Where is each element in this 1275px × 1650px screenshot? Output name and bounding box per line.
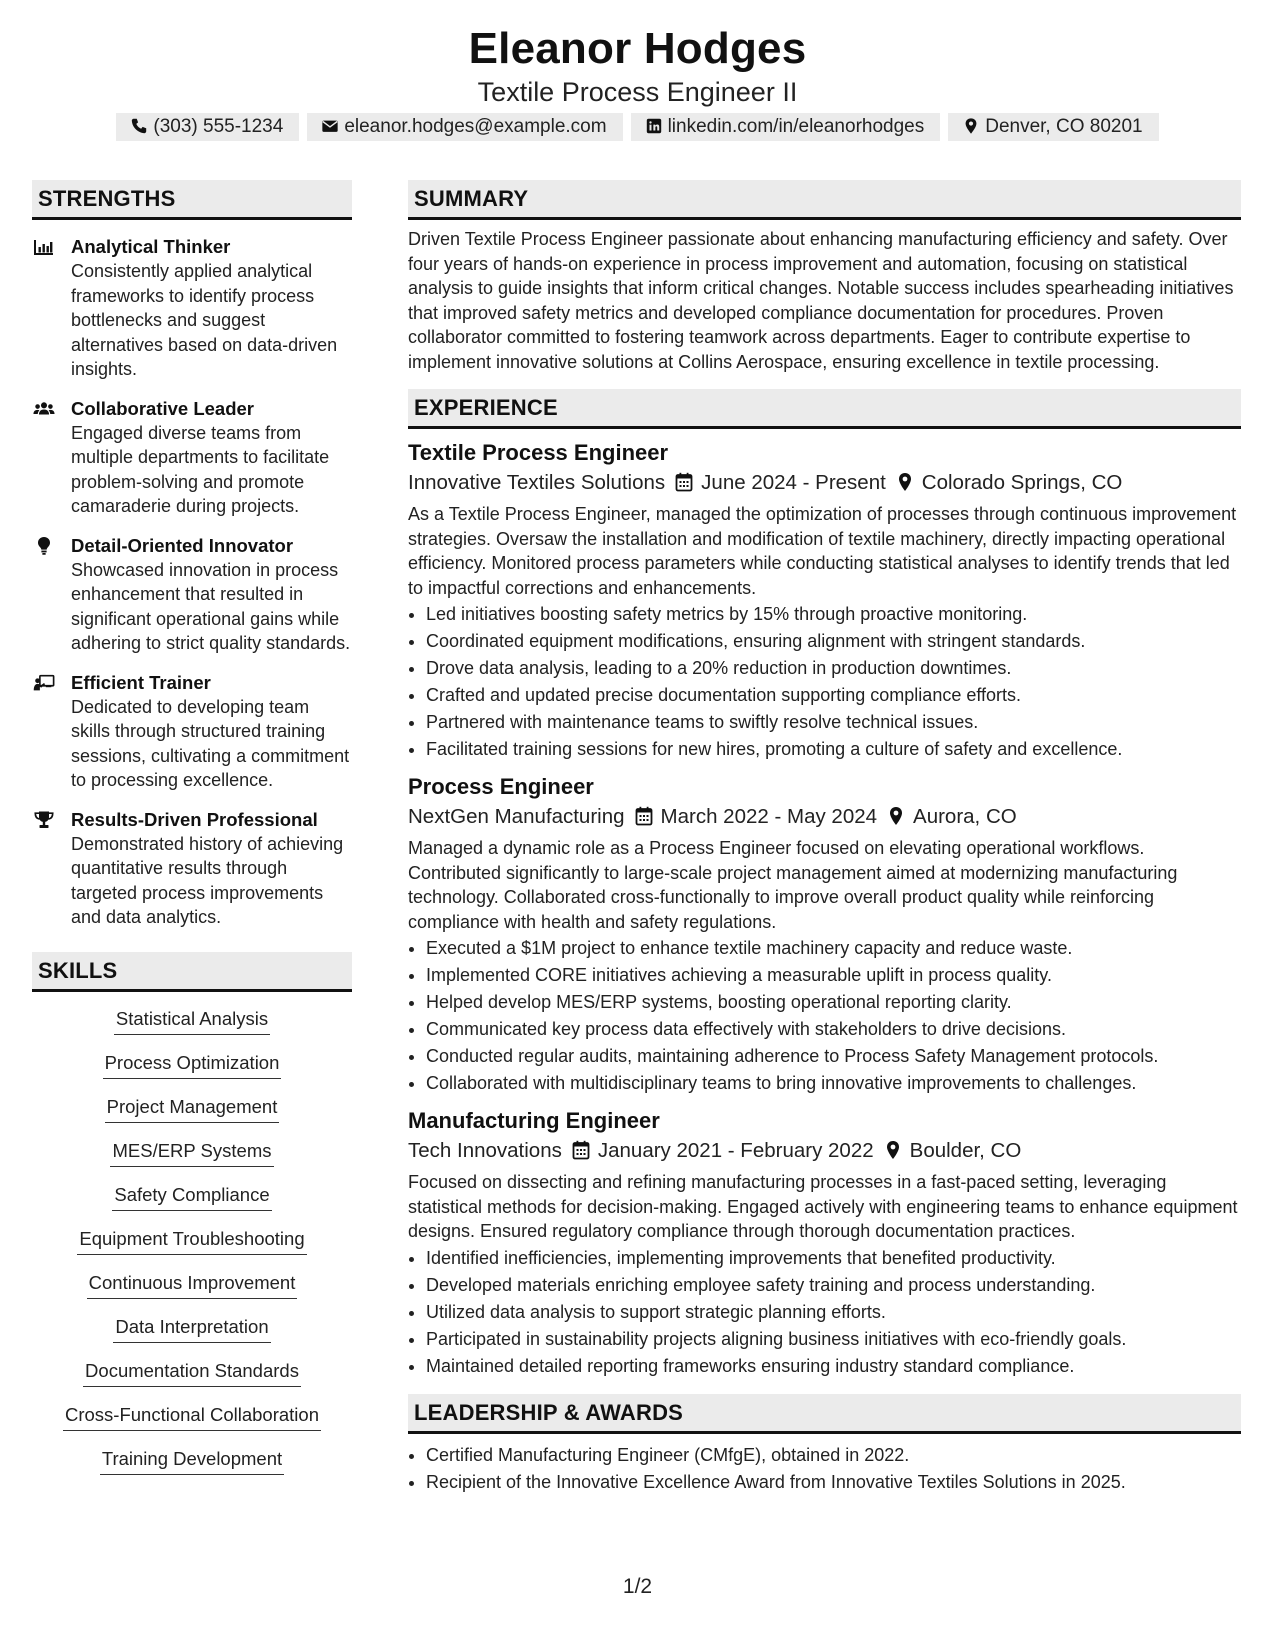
job-title: Process Engineer bbox=[408, 774, 594, 799]
job-bullets bbox=[408, 935, 1241, 1097]
job-company: Innovative Textiles Solutions bbox=[408, 471, 666, 494]
list-item: • Led initiatives boosting safety metrics by 15% through proactive monitoring. bbox=[426, 601, 1241, 628]
map-pin-icon bbox=[896, 472, 914, 492]
map-pin-icon bbox=[962, 117, 980, 135]
list-item: • Helped develop MES/ERP systems, boosting operational reporting clarity. bbox=[426, 989, 1241, 1016]
strength-title: Efficient Trainer bbox=[71, 671, 211, 693]
calendar-icon bbox=[675, 472, 693, 492]
linkedin-icon bbox=[645, 117, 663, 135]
resume-header bbox=[0, 22, 1275, 108]
contact-linkedin-text: linkedin.com/in/eleanorhodges bbox=[667, 116, 925, 137]
awards-list bbox=[408, 1442, 1241, 1496]
job-meta bbox=[408, 468, 1241, 498]
job-location: Boulder, CO bbox=[909, 1139, 1022, 1162]
job-title: Manufacturing Engineer bbox=[408, 1108, 660, 1133]
skill-tag: Data Interpretation bbox=[113, 1314, 270, 1343]
bar-chart-icon bbox=[33, 237, 55, 257]
strength-title: Results-Driven Professional bbox=[71, 808, 318, 830]
contact-bar bbox=[0, 113, 1275, 141]
strength-desc: Showcased innovation in process enhancement that resulted in significant operational gains while adhering to strict quality standards. bbox=[71, 559, 351, 653]
page-number: 1/2 bbox=[622, 1575, 653, 1598]
skills-list bbox=[32, 1006, 352, 1490]
skill-tag: Cross-Functional Collaboration bbox=[63, 1402, 321, 1431]
list-item: • Identified inefficiencies, implementing improvements that benefited productivity. bbox=[426, 1245, 1241, 1272]
job-title: Textile Process Engineer bbox=[408, 440, 669, 465]
job-dates: June 2024 - Present bbox=[701, 471, 886, 494]
list-item: • Drove data analysis, leading to a 20% reduction in production downtimes. bbox=[426, 655, 1241, 682]
strength-title: Collaborative Leader bbox=[71, 397, 255, 419]
list-item: • Facilitated training sessions for new hires, promoting a culture of safety and excellence. bbox=[426, 736, 1241, 763]
skill-tag: Documentation Standards bbox=[83, 1358, 301, 1387]
map-pin-icon bbox=[887, 806, 905, 826]
contact-location bbox=[948, 113, 1158, 141]
list-item: • Utilized data analysis to support strategic planning efforts. bbox=[426, 1299, 1241, 1326]
job-description: As a Textile Process Engineer, managed the optimization of processes through continuous improvement strategies. Oversaw the installation and modification of textile machinery, directly impacting operational efficiency. Monitored process parameters while conducting statistical analyses to identify trends that led to impactful corrections and enhancements. bbox=[408, 504, 1237, 598]
job-bullets bbox=[408, 1245, 1241, 1380]
list-item: • Collaborated with multidisciplinary teams to bring innovative improvements to challenges. bbox=[426, 1070, 1241, 1097]
list-item: • Maintained detailed reporting frameworks ensuring industry standard compliance. bbox=[426, 1353, 1241, 1380]
strength-item bbox=[32, 397, 352, 519]
left-column bbox=[32, 180, 352, 1490]
skill-tag: Equipment Troubleshooting bbox=[77, 1226, 306, 1255]
job-dates: March 2022 - May 2024 bbox=[660, 805, 878, 828]
candidate-title: Textile Process Engineer II bbox=[477, 77, 798, 107]
skills-heading: SKILLS bbox=[32, 952, 352, 992]
calendar-icon bbox=[635, 806, 653, 826]
users-icon bbox=[33, 399, 55, 419]
job-location: Aurora, CO bbox=[913, 805, 1017, 828]
phone-icon bbox=[130, 117, 148, 135]
job-description: Managed a dynamic role as a Process Engineer focused on elevating operational workflows. Contributed significantly to large-scale project management aimed at modernizing manufacturing technology. Collaborated cross-functionally to improve overall product quality while reinforcing compliance with health and safety regulations. bbox=[408, 838, 1178, 932]
experience-heading: EXPERIENCE bbox=[408, 389, 1241, 429]
strength-title: Detail-Oriented Innovator bbox=[71, 534, 294, 556]
list-item: • Crafted and updated precise documentation supporting compliance efforts. bbox=[426, 682, 1241, 709]
skill-tag: MES/ERP Systems bbox=[110, 1138, 273, 1167]
skill-tag: Safety Compliance bbox=[112, 1182, 271, 1211]
list-item: • Participated in sustainability projects aligning business initiatives with eco-friendly goals. bbox=[426, 1326, 1241, 1353]
list-item: • Executed a $1M project to enhance textile machinery capacity and reduce waste. bbox=[426, 935, 1241, 962]
job-entry bbox=[408, 438, 1241, 763]
strength-desc: Engaged diverse teams from multiple departments to facilitate problem-solving and promote camaraderie during projects. bbox=[71, 422, 330, 516]
calendar-icon bbox=[572, 1140, 590, 1160]
job-company: Tech Innovations bbox=[408, 1139, 562, 1162]
summary-text: Driven Textile Process Engineer passionate about enhancing manufacturing efficiency and safety. Over four years of hands-on experience in process improvement and automation, focusing on statistical analysis to guide insights that inform critical changes. Notable success includes spearheading initiatives that improved safety metrics and developed compliance documentation for procedures. Proven collaborator committed to fostering teamwork across departments. Eager to contribute expertise to implement innovative solutions at Collins Aerospace, ensuring excellence in textile processing. bbox=[408, 229, 1234, 372]
strength-title: Analytical Thinker bbox=[71, 236, 231, 257]
list-item: • Communicated key process data effectively with stakeholders to drive decisions. bbox=[426, 1016, 1241, 1043]
skill-tag: Training Development bbox=[100, 1446, 284, 1475]
skill-tag: Statistical Analysis bbox=[114, 1006, 270, 1035]
job-bullets bbox=[408, 601, 1241, 763]
job-company: NextGen Manufacturing bbox=[408, 805, 625, 828]
lightbulb-icon bbox=[33, 536, 55, 556]
job-meta bbox=[408, 1136, 1241, 1166]
contact-email[interactable] bbox=[307, 113, 622, 141]
candidate-name: Eleanor Hodges bbox=[468, 24, 807, 73]
list-item: • Coordinated equipment modifications, ensuring alignment with stringent standards. bbox=[426, 628, 1241, 655]
job-entry bbox=[408, 1106, 1241, 1380]
contact-phone-text: (303) 555-1234 bbox=[153, 116, 284, 137]
trainer-icon bbox=[33, 673, 55, 693]
contact-email-text: eleanor.hodges@example.com bbox=[344, 116, 607, 137]
right-column bbox=[408, 180, 1241, 1496]
job-dates: January 2021 - February 2022 bbox=[597, 1139, 874, 1162]
job-meta bbox=[408, 802, 1241, 832]
summary-heading: SUMMARY bbox=[408, 180, 1241, 220]
list-item: • Partnered with maintenance teams to swiftly resolve technical issues. bbox=[426, 709, 1241, 736]
awards-heading: LEADERSHIP & AWARDS bbox=[408, 1394, 1241, 1434]
skill-tag: Process Optimization bbox=[103, 1050, 282, 1079]
contact-location-text: Denver, CO 80201 bbox=[985, 116, 1143, 137]
contact-linkedin[interactable] bbox=[631, 113, 941, 141]
list-item: • Developed materials enriching employee safety training and process understanding. bbox=[426, 1272, 1241, 1299]
list-item: • Conducted regular audits, maintaining adherence to Process Safety Management protocols. bbox=[426, 1043, 1241, 1070]
trophy-icon bbox=[33, 810, 55, 830]
list-item: • Certified Manufacturing Engineer (CMfgE), obtained in 2022. bbox=[426, 1442, 1241, 1469]
job-entry bbox=[408, 772, 1241, 1097]
map-pin-icon bbox=[884, 1140, 902, 1160]
strength-desc: Consistently applied analytical frameworks to identify process bottlenecks and suggest alternatives based on data-driven insights. bbox=[71, 261, 338, 379]
list-item: • Recipient of the Innovative Excellence Award from Innovative Textiles Solutions in 2025. bbox=[426, 1469, 1241, 1496]
contact-phone[interactable] bbox=[116, 113, 299, 141]
job-location: Colorado Springs, CO bbox=[921, 471, 1123, 494]
job-description: Focused on dissecting and refining manufacturing processes in a fast-paced setting, leveraging statistical methods for decision-making. Engaged actively with engineering teams to enhance equipment designs. Ensured regulatory compliance through thorough documentation practices. bbox=[408, 1172, 1238, 1241]
list-item: • Implemented CORE initiatives achieving a measurable uplift in process quality. bbox=[426, 962, 1241, 989]
skill-tag: Continuous Improvement bbox=[87, 1270, 298, 1299]
strength-item bbox=[32, 808, 352, 930]
skill-tag: Project Management bbox=[105, 1094, 280, 1123]
strength-item bbox=[32, 671, 352, 793]
strengths-heading: STRENGTHS bbox=[32, 180, 352, 220]
envelope-icon bbox=[321, 117, 339, 135]
strength-desc: Demonstrated history of achieving quantitative results through targeted process improvements and data analytics. bbox=[71, 833, 344, 927]
strength-desc: Dedicated to developing team skills through structured training sessions, cultivating a commitment to processing excellence. bbox=[71, 696, 350, 790]
strength-item bbox=[32, 235, 352, 382]
strength-item bbox=[32, 534, 352, 656]
